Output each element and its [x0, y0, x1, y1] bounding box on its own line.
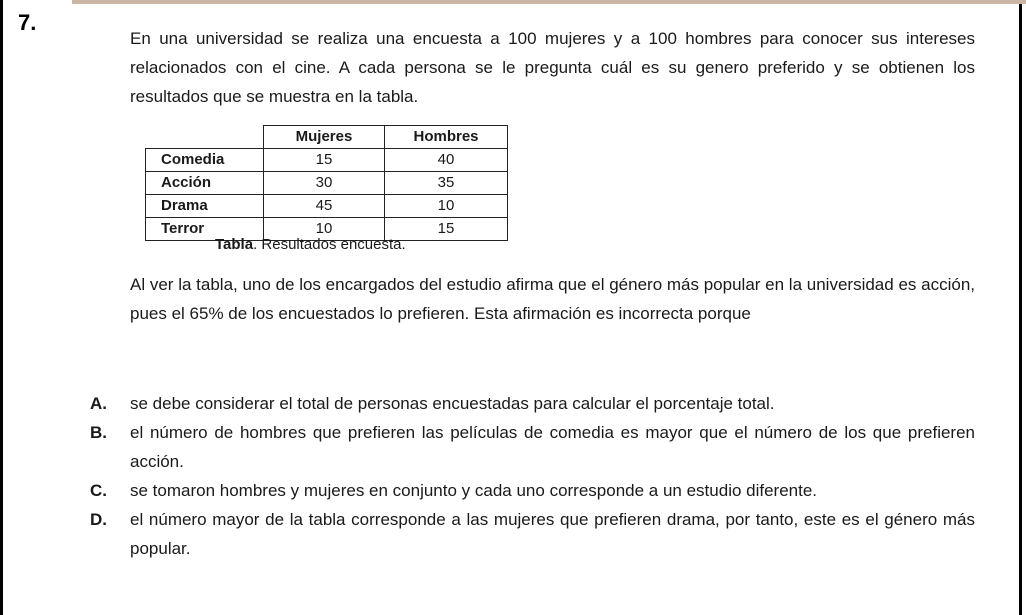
table-row [146, 149, 508, 172]
table-row [146, 195, 508, 218]
cell-hombres: 15 [385, 218, 508, 241]
option-b[interactable] [90, 418, 975, 476]
option-text: el número de hombres que prefieren las películas de comedia es mayor que el número de los que prefieren acción. [130, 423, 975, 471]
option-text: el número mayor de la tabla corresponde a las mujeres que prefieren drama, por tanto, este es el género más popular. [130, 510, 975, 558]
cell-mujeres: 45 [264, 195, 385, 218]
option-letter: A. [90, 394, 107, 413]
option-text: se tomaron hombres y mujeres en conjunto y cada uno corresponde a un estudio diferente. [130, 481, 818, 500]
cell-hombres: 10 [385, 195, 508, 218]
cell-mujeres: 15 [264, 149, 385, 172]
row-label: Terror [146, 218, 264, 241]
table-corner-cell [146, 126, 264, 149]
caption-label: Tabla [215, 236, 254, 253]
option-a[interactable] [90, 389, 975, 418]
option-text: se debe considerar el total de personas encuestadas para calcular el porcentaje total. [130, 394, 775, 413]
header-hombres: Hombres [385, 126, 508, 149]
row-label: Comedia [146, 149, 264, 172]
row-label: Acción [146, 172, 264, 195]
top-rule [72, 0, 1026, 4]
row-label: Drama [146, 195, 264, 218]
results-table [145, 125, 508, 241]
question-number: 7. [18, 10, 37, 35]
cell-mujeres: 10 [264, 218, 385, 241]
table-row [146, 172, 508, 195]
cell-hombres: 35 [385, 172, 508, 195]
option-c[interactable] [90, 476, 975, 505]
table-header-row [146, 126, 508, 149]
option-letter: C. [90, 481, 107, 500]
option-letter: B. [90, 423, 107, 442]
table-caption [215, 236, 406, 253]
caption-text: . Resultados encuesta. [253, 236, 406, 253]
cell-hombres: 40 [385, 149, 508, 172]
option-d[interactable] [90, 505, 975, 563]
option-letter: D. [90, 510, 107, 529]
header-mujeres: Mujeres [264, 126, 385, 149]
question-intro: En una universidad se realiza una encuesta a 100 mujeres y a 100 hombres para conocer sus intereses relacionados con el cine. A cada persona se le pregunta cuál es su genero preferido y se obtienen los resultados que se muestra en la tabla. [130, 29, 975, 106]
question-statement: Al ver la tabla, uno de los encargados del estudio afirma que el género más popular en la universidad es acción, pues el 65% de los encuestados lo prefieren. Esta afirmación es incorrecta porque [130, 275, 975, 323]
cell-mujeres: 30 [264, 172, 385, 195]
